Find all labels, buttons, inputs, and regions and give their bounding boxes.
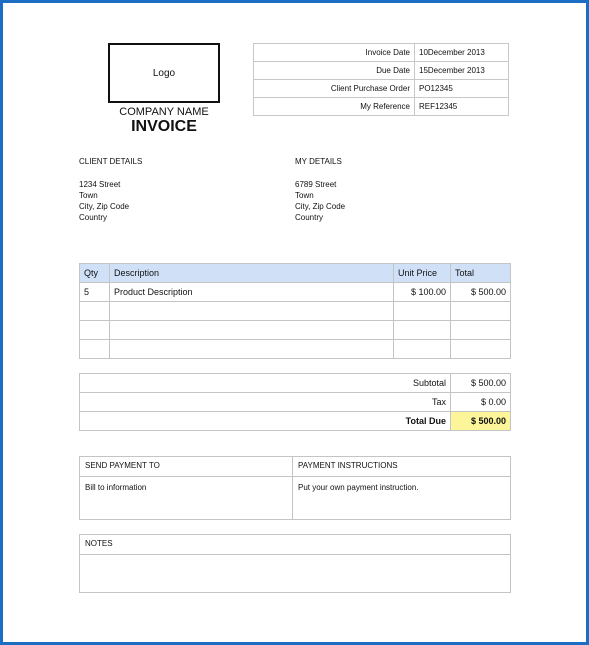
total-due-label: Total Due	[80, 412, 451, 431]
item-total	[451, 302, 511, 321]
payment-instructions-box	[293, 457, 510, 519]
logo-text: Logo	[152, 67, 176, 79]
address-line: City, Zip Code	[79, 202, 130, 211]
meta-row	[254, 62, 509, 80]
meta-label: Invoice Date	[254, 44, 415, 62]
address-line: 1234 Street	[79, 180, 121, 189]
item-description	[110, 321, 394, 340]
invoice-page	[3, 3, 586, 642]
send-payment-heading: SEND PAYMENT TO	[80, 457, 292, 477]
item-unit-price	[394, 302, 451, 321]
meta-value: REF12345	[415, 98, 509, 116]
payment-section	[79, 456, 511, 520]
meta-row	[254, 80, 509, 98]
address-line: Town	[79, 191, 98, 200]
item-total	[451, 340, 511, 359]
meta-label: My Reference	[254, 98, 415, 116]
item-qty	[80, 321, 110, 340]
totals-table	[79, 373, 511, 431]
meta-value: 15December 2013	[415, 62, 509, 80]
tax-value: $ 0.00	[451, 393, 511, 412]
col-unit-price-header: Unit Price	[394, 264, 451, 283]
tax-label: Tax	[80, 393, 451, 412]
total-due-row	[80, 412, 511, 431]
item-qty	[80, 340, 110, 359]
table-row	[80, 283, 511, 302]
subtotal-value: $ 500.00	[451, 374, 511, 393]
table-row	[80, 302, 511, 321]
client-details-heading: CLIENT DETAILS	[79, 157, 143, 166]
address-line: Country	[79, 213, 108, 222]
my-details-heading: MY DETAILS	[295, 157, 342, 166]
table-row	[80, 321, 511, 340]
tax-row	[80, 393, 511, 412]
col-total-header: Total	[451, 264, 511, 283]
total-due-value: $ 500.00	[451, 412, 511, 431]
item-description	[110, 340, 394, 359]
payment-instructions-body: Put your own payment instruction.	[298, 483, 419, 492]
address-line: 6789 Street	[295, 180, 337, 189]
item-unit-price	[394, 321, 451, 340]
client-address	[79, 179, 129, 223]
table-row	[80, 340, 511, 359]
notes-box	[79, 534, 511, 593]
meta-value: PO12345	[415, 80, 509, 98]
item-unit-price	[394, 340, 451, 359]
address-line: City, Zip Code	[295, 202, 346, 211]
subtotal-label: Subtotal	[80, 374, 451, 393]
send-payment-box	[80, 457, 293, 519]
item-total	[451, 321, 511, 340]
item-description	[110, 302, 394, 321]
meta-label: Client Purchase Order	[254, 80, 415, 98]
item-qty	[80, 302, 110, 321]
meta-value: 10December 2013	[415, 44, 509, 62]
payment-instructions-heading: PAYMENT INSTRUCTIONS	[293, 457, 510, 477]
meta-row	[254, 44, 509, 62]
col-qty-header: Qty	[80, 264, 110, 283]
col-description-header: Description	[110, 264, 394, 283]
item-total: $ 500.00	[451, 283, 511, 302]
line-items-table	[79, 263, 511, 359]
my-address	[295, 179, 345, 223]
logo-placeholder	[108, 43, 220, 103]
send-payment-body: Bill to information	[85, 483, 147, 492]
company-name: COMPANY NAME	[119, 106, 209, 118]
item-description: Product Description	[110, 283, 394, 302]
subtotal-row	[80, 374, 511, 393]
item-qty: 5	[80, 283, 110, 302]
meta-row	[254, 98, 509, 116]
invoice-meta-table	[253, 43, 509, 116]
meta-label: Due Date	[254, 62, 415, 80]
address-line: Country	[295, 213, 324, 222]
notes-heading: NOTES	[80, 535, 510, 555]
invoice-title: INVOICE	[131, 118, 197, 135]
address-line: Town	[295, 191, 314, 200]
item-unit-price: $ 100.00	[394, 283, 451, 302]
items-header-row	[80, 264, 511, 283]
